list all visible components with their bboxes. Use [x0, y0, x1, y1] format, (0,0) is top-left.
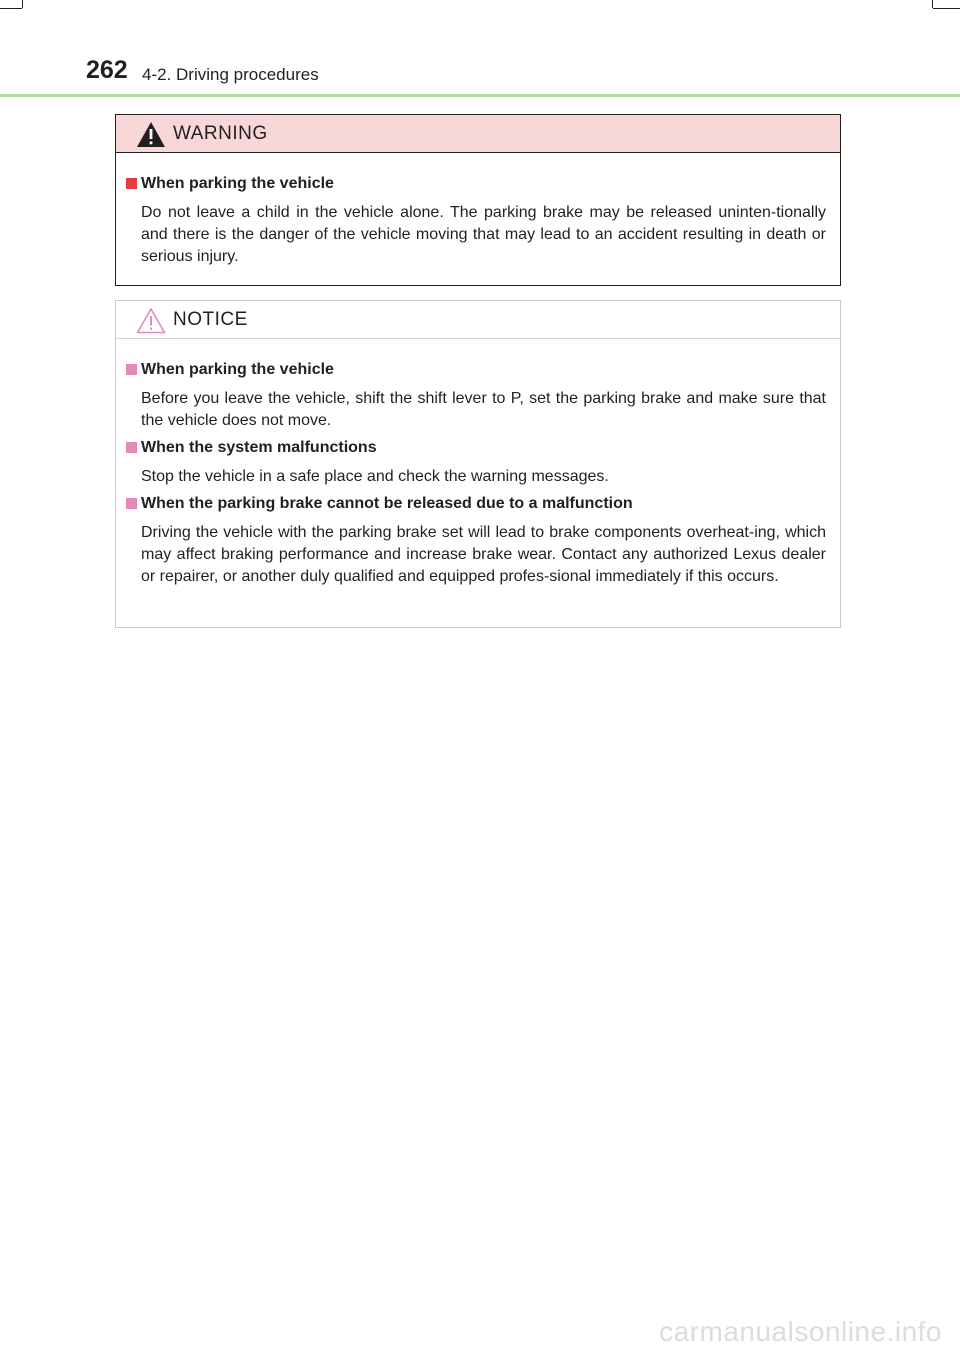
warning-triangle-filled-icon	[136, 121, 166, 148]
warning-label: WARNING	[173, 123, 268, 144]
crop-mark-top-left-h	[0, 8, 22, 9]
notice-label: NOTICE	[173, 309, 248, 330]
watermark	[659, 1316, 942, 1348]
bullet-square	[126, 364, 137, 375]
crop-mark-top-right-h	[933, 8, 960, 9]
section-title: 4-2. Driving procedures	[142, 65, 319, 84]
header-rule	[0, 94, 960, 97]
warning-box	[115, 114, 841, 286]
crop-mark-top-left-v	[22, 0, 23, 8]
notice-triangle-outline-icon	[136, 307, 166, 334]
notice-header	[116, 301, 840, 339]
bullet-square	[126, 442, 137, 453]
notice-box	[115, 300, 841, 628]
warning-header	[116, 115, 840, 153]
warning-item-body: Do not leave a child in the vehicle alone. The parking brake may be released uninten-tionally and there is the danger of the vehicle moving that may lead to an accident resulting in death or serious injury.	[141, 204, 826, 265]
crop-mark-top-right-v	[932, 0, 933, 8]
notice-item-title: When the system malfunctions	[141, 439, 377, 456]
notice-item-title: When the parking brake cannot be released due to a malfunction	[141, 495, 633, 512]
bullet-square	[126, 178, 137, 189]
notice-item-title: When parking the vehicle	[141, 361, 334, 378]
watermark-text: carmanualsonline.info	[659, 1316, 942, 1347]
bullet-square	[126, 498, 137, 509]
notice-item-body: Before you leave the vehicle, shift the shift lever to P, set the parking brake and make sure that the vehicle does not move.	[141, 390, 826, 429]
warning-item-title: When parking the vehicle	[141, 175, 334, 192]
page-number: 262	[86, 56, 128, 84]
notice-item-body: Driving the vehicle with the parking brake set will lead to brake components overheat-ing, which may affect braking performance and increase brake wear. Contact any authorized Lexus dealer or repairer, or another duly qualified and equipped profes-sional immediately if this occurs.	[141, 524, 826, 585]
notice-item-body: Stop the vehicle in a safe place and check the warning messages.	[141, 468, 609, 485]
